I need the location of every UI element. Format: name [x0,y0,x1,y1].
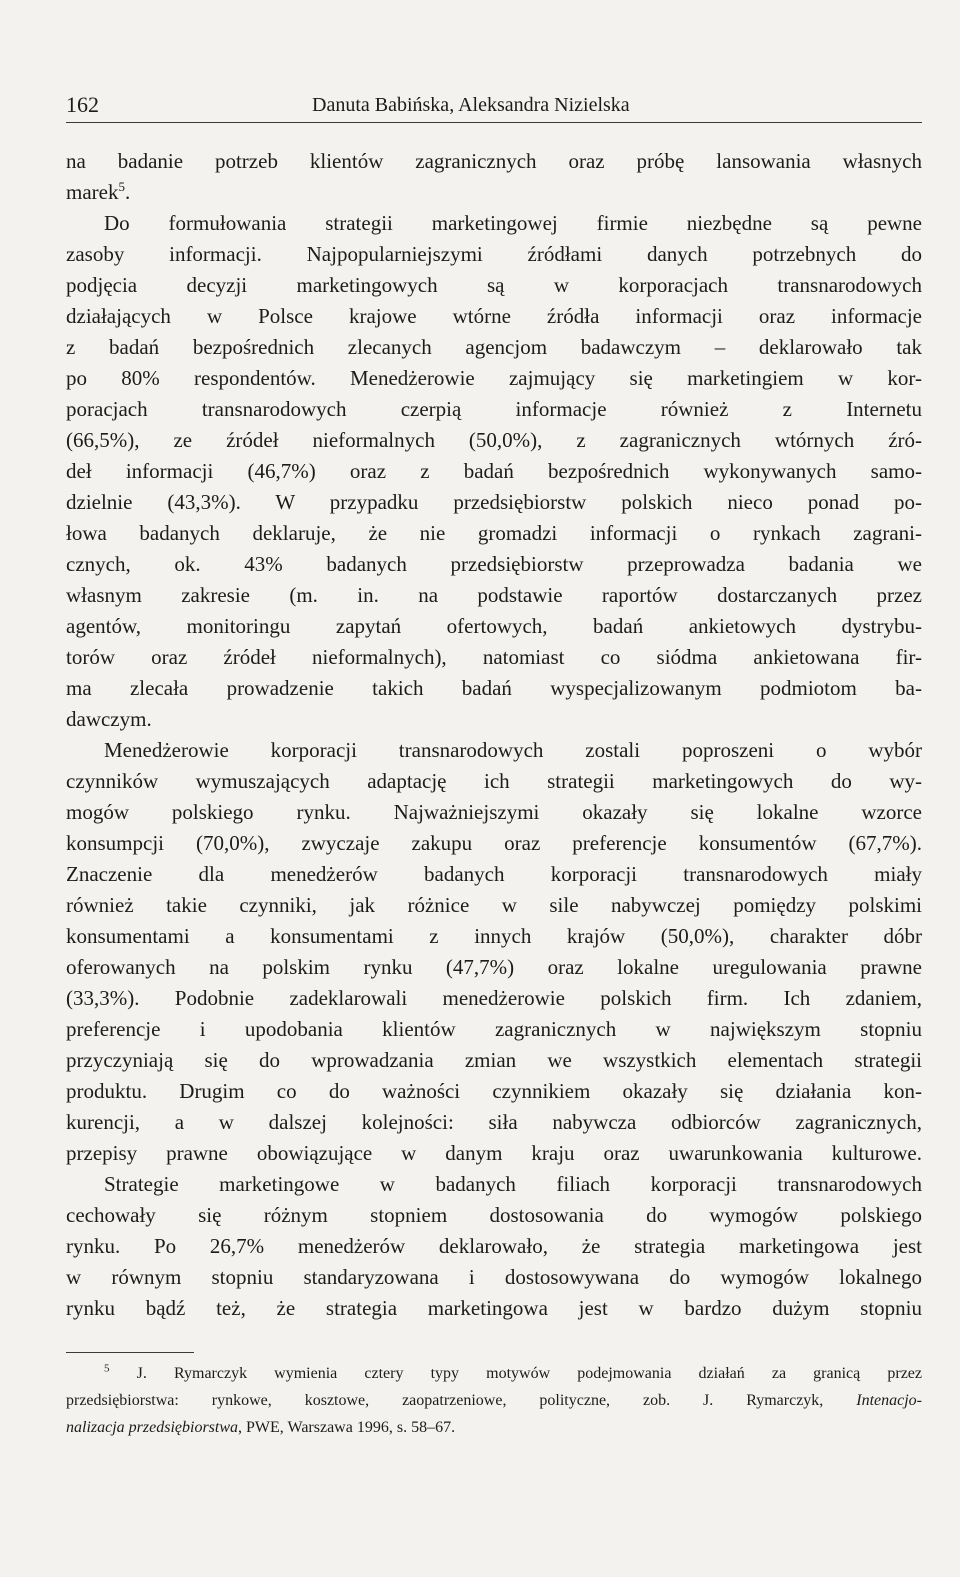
text-line [66,890,922,921]
text-line [66,611,922,642]
text-line [66,1014,922,1045]
text-line [66,487,922,518]
running-head [66,92,922,123]
punctuation: . [124,180,131,204]
text-line-content: rynku. Po 26,7% menedżerów deklarowało, że strategia marketingowa jest [66,1234,922,1258]
text-line-content: Strategie marketingowe w badanych filiach korporacji transnarodowych [104,1172,922,1196]
text-line-content: rynku bądź też, że strategia marketingowa jest w bardzo dużym stopniu [66,1296,922,1320]
text-line-content: (33,3%). Podobnie zadeklarowali menedżerowie polskich firm. Ich zdaniem, [66,986,922,1010]
text-line-content: (66,5%), ze źródeł nieformalnych (50,0%), z zagranicznych wtórnych źró- [66,428,922,452]
footnote-title-italic: Intenacjo- [856,1392,922,1409]
text-line [66,177,922,208]
text-line-content: przepisy prawne obowiązujące w danym kraju oraz uwarunkowania kulturowe. [66,1141,922,1165]
text-line [66,1138,922,1169]
text-line-content: w równym stopniu standaryzowana i dostosowywana do wymogów lokalnego [66,1265,922,1289]
text-line-content: również takie czynniki, jak różnice w sile nabywczej pomiędzy polskimi [66,893,922,917]
text-line [66,208,922,239]
text-line-content: Znaczenie dla menedżerów badanych korporacji transnarodowych miały [66,862,922,886]
text-line-content: dzielnie (43,3%). W przypadku przedsiębiorstw polskich nieco ponad po- [66,490,922,514]
text-line [66,580,922,611]
text-line-content: poracjach transnarodowych czerpią informacje również z Internetu [66,397,922,421]
text-line-content: przyczyniają się do wprowadzania zmian we wszystkich elementach strategii [66,1048,922,1072]
footnote-5 [66,1360,922,1441]
text-line-content: zasoby informacji. Najpopularniejszymi źródłami danych potrzebnych do [66,242,922,266]
text-line [66,394,922,425]
text-line-content: konsumentami a konsumentami z innych krajów (50,0%), charakter dóbr [66,924,922,948]
text-line-content: Do formułowania strategii marketingowej firmie niezbędne są pewne [104,211,922,235]
text-line-content: produktu. Drugim co do ważności czynnikiem okazały się działania kon- [66,1079,922,1103]
text-line [66,1107,922,1138]
text-line-content: podjęcia decyzji marketingowych są w korporacjach transnarodowych [66,273,922,297]
text-line [66,332,922,363]
text-line-content: działających w Polsce krajowe wtórne źródła informacji oraz informacje [66,304,922,328]
footnote-rule [66,1352,194,1353]
footnote-line [66,1414,922,1441]
text-line-content: Menedżerowie korporacji transnarodowych zostali poproszeni o wybór [104,738,922,762]
text-line-content: na badanie potrzeb klientów zagranicznych oraz próbę lansowania własnych [66,149,922,173]
text-line-content: marek [66,180,119,204]
text-line [66,1076,922,1107]
text-line [66,518,922,549]
text-line [66,270,922,301]
text-line [66,1293,922,1324]
running-head-authors: Danuta Babińska, Aleksandra Nizielska [312,94,630,116]
text-line [66,828,922,859]
text-line [66,1231,922,1262]
text-line-content: cznych, ok. 43% badanych przedsiębiorstw przeprowadza badania we [66,552,922,576]
footnote-text: J. Rymarczyk wymienia cztery typy motywów podejmowania działań za granicą przez [136,1365,923,1382]
text-line-content: preferencje i upodobania klientów zagranicznych w największym stopniu [66,1017,922,1041]
text-line [66,301,922,332]
text-line [66,425,922,456]
text-line [66,735,922,766]
text-line [66,549,922,580]
text-line [66,766,922,797]
text-line-content: po 80% respondentów. Menedżerowie zajmujący się marketingiem w kor- [66,366,922,390]
text-line-content: dawczym. [66,707,152,731]
text-line-content: oferowanych na polskim rynku (47,7%) oraz lokalne uregulowania prawne [66,955,922,979]
text-line [66,456,922,487]
text-line-content: konsumpcji (70,0%), zwyczaje zakupu oraz preferencje konsumentów (67,7%). [66,831,922,855]
text-line-content: ma zlecała prowadzenie takich badań wyspecjalizowanym podmiotom ba- [66,676,922,700]
footnote-line [66,1387,922,1414]
text-line-content: cechowały się różnym stopniem dostosowania do wymogów polskiego [66,1203,922,1227]
text-line [66,921,922,952]
text-line-content: deł informacji (46,7%) oraz z badań bezpośrednich wykonywanych samo- [66,459,922,483]
text-line-content: mogów polskiego rynku. Najważniejszymi okazały się lokalne wzorce [66,800,922,824]
text-line-content: torów oraz źródeł nieformalnych), natomiast co siódma ankietowana fir- [66,645,922,669]
text-line [66,1200,922,1231]
text-line-content: łowa badanych deklaruje, że nie gromadzi informacji o rynkach zagrani- [66,521,922,545]
text-line [66,363,922,394]
text-line [66,673,922,704]
text-line [66,859,922,890]
footnote-marker: 5 [104,1362,110,1375]
text-line [66,642,922,673]
text-line [66,983,922,1014]
text-line [66,1169,922,1200]
text-line [66,952,922,983]
page-number: 162 [66,92,99,117]
footnote-reference: 5 [118,179,125,194]
footnote-text: , PWE, Warszawa 1996, s. 58–67. [238,1419,456,1436]
text-line [66,797,922,828]
text-line [66,704,922,735]
footnote-text: przedsiębiorstwa: rynkowe, kosztowe, zaopatrzeniowe, polityczne, zob. J. Rymarczyk, [66,1392,857,1409]
text-line [66,146,922,177]
text-line [66,239,922,270]
footnote-line [66,1360,922,1387]
text-line-content: własnym zakresie (m. in. na podstawie raportów dostarczanych przez [66,583,922,607]
text-line-content: agentów, monitoringu zapytań ofertowych, badań ankietowych dystrybu- [66,614,922,638]
footnote-title-italic: nalizacja przedsiębiorstwa [66,1419,239,1436]
text-line-content: z badań bezpośrednich zlecanych agencjom badawczym – deklarowało tak [66,335,922,359]
body-text [66,146,922,1324]
text-line [66,1262,922,1293]
text-line-content: kurencji, a w dalszej kolejności: siła nabywcza odbiorców zagranicznych, [66,1110,922,1134]
text-line-content: czynników wymuszających adaptację ich strategii marketingowych do wy- [66,769,922,793]
text-line [66,1045,922,1076]
